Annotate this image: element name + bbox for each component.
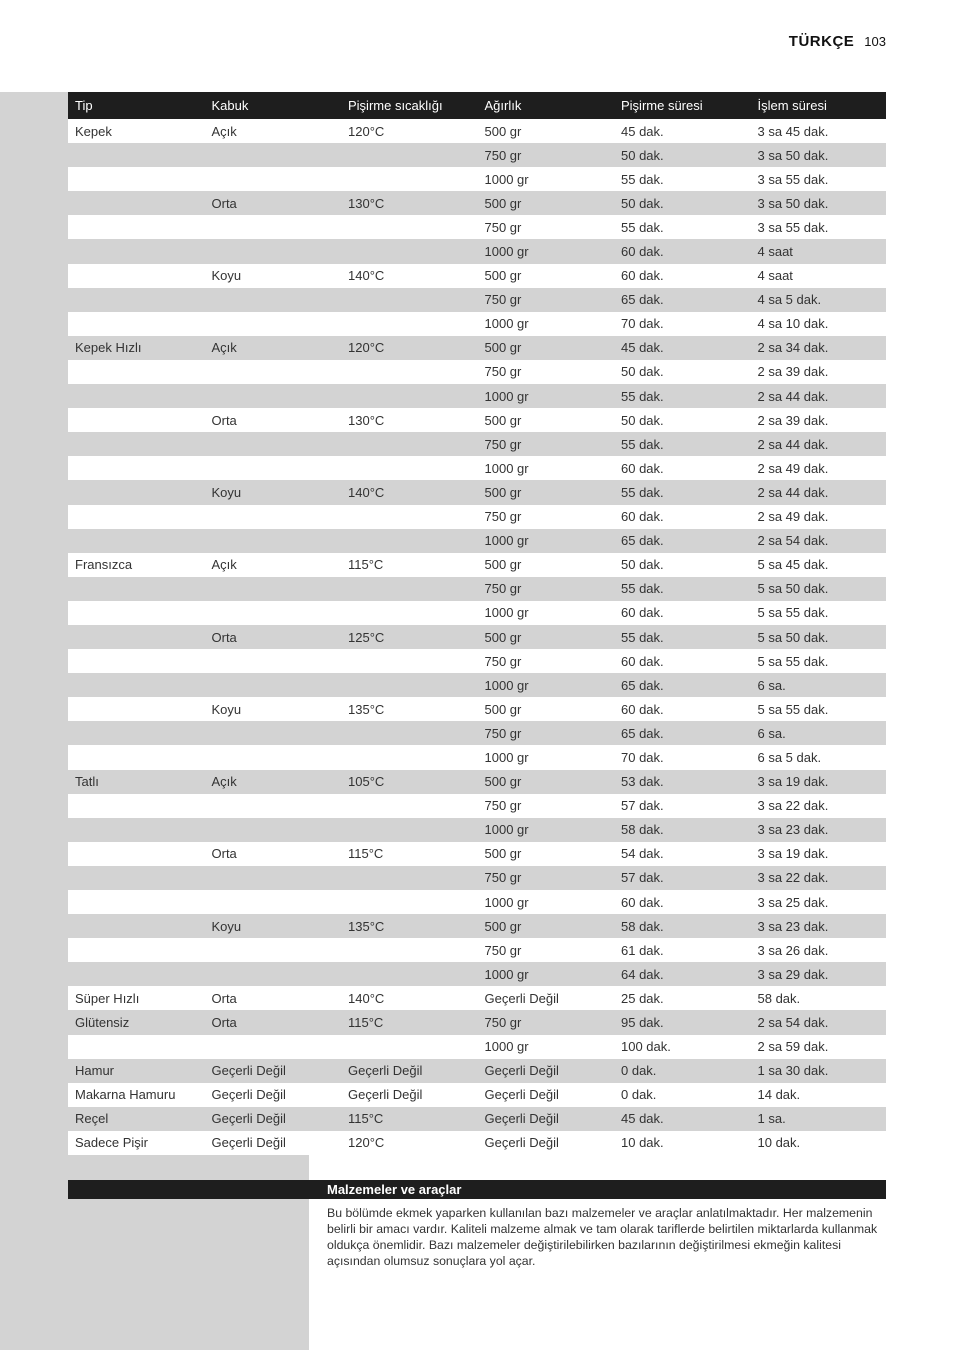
cell-tip: Kepek xyxy=(75,123,112,139)
cell-weight: 1000 gr xyxy=(484,894,529,910)
cell-kabuk: Orta xyxy=(211,629,237,645)
cell-process-time: 4 saat xyxy=(757,268,793,284)
cell-weight: 750 gr xyxy=(484,653,522,669)
cell-process-time: 6 sa 5 dak. xyxy=(757,749,822,765)
cell-process-time: 5 sa 55 dak. xyxy=(757,653,829,669)
page-header xyxy=(789,33,886,50)
cell-weight: 750 gr xyxy=(484,725,522,741)
cell-baking-time: 60 dak. xyxy=(621,605,664,621)
cell-kabuk: Açık xyxy=(211,774,237,790)
table-row xyxy=(68,1035,886,1059)
cell-weight: 750 gr xyxy=(484,436,522,452)
cell-process-time: 6 sa. xyxy=(757,677,786,693)
cell-process-time: 5 sa 50 dak. xyxy=(757,581,829,597)
cell-tip: Kepek Hızlı xyxy=(75,340,142,356)
cell-baking-time: 70 dak. xyxy=(621,316,664,332)
cell-baking-time: 70 dak. xyxy=(621,749,664,765)
table-row xyxy=(68,649,886,673)
cell-weight: 750 gr xyxy=(484,364,522,380)
cell-process-time: 5 sa 50 dak. xyxy=(757,629,829,645)
table-row xyxy=(68,288,886,312)
table-row xyxy=(68,191,886,215)
cell-weight: 500 gr xyxy=(484,340,522,356)
table-row xyxy=(68,239,886,263)
cell-baking-time: 50 dak. xyxy=(621,364,664,380)
table-row xyxy=(68,673,886,697)
table-row xyxy=(68,360,886,384)
table-row xyxy=(68,1107,886,1131)
cell-process-time: 3 sa 22 dak. xyxy=(757,798,829,814)
column-header-temperature: Pişirme sıcaklığı xyxy=(348,98,443,113)
column-header-process-time: İşlem süresi xyxy=(757,98,827,113)
cell-tip: Sadece Pişir xyxy=(75,1135,148,1151)
cell-baking-time: 55 dak. xyxy=(621,581,664,597)
cell-process-time: 2 sa 44 dak. xyxy=(757,388,829,404)
table-row xyxy=(68,818,886,842)
cell-baking-time: 50 dak. xyxy=(621,147,664,163)
cell-weight: 1000 gr xyxy=(484,388,529,404)
cell-weight: 750 gr xyxy=(484,581,522,597)
cell-baking-time: 58 dak. xyxy=(621,918,664,934)
cell-temperature: 140°C xyxy=(348,484,385,500)
cell-weight: 500 gr xyxy=(484,123,522,139)
column-header-kabuk: Kabuk xyxy=(211,98,249,113)
cell-process-time: 3 sa 45 dak. xyxy=(757,123,829,139)
cell-process-time: 2 sa 44 dak. xyxy=(757,436,829,452)
cell-kabuk: Açık xyxy=(211,123,237,139)
cell-process-time: 10 dak. xyxy=(757,1135,801,1151)
table-row xyxy=(68,962,886,986)
cell-weight: 1000 gr xyxy=(484,1039,529,1055)
cell-weight: 500 gr xyxy=(484,268,522,284)
table-row xyxy=(68,456,886,480)
cell-kabuk: Orta xyxy=(211,195,237,211)
cell-baking-time: 0 dak. xyxy=(621,1087,657,1103)
table-row xyxy=(68,1059,886,1083)
cell-weight: 1000 gr xyxy=(484,822,529,838)
cell-kabuk: Geçerli Değil xyxy=(211,1063,286,1079)
cell-baking-time: 64 dak. xyxy=(621,966,664,982)
baking-table xyxy=(68,92,886,1155)
table-row xyxy=(68,745,886,769)
cell-weight: 500 gr xyxy=(484,701,522,717)
table-row xyxy=(68,1131,886,1155)
cell-baking-time: 50 dak. xyxy=(621,195,664,211)
column-header-tip: Tip xyxy=(75,98,93,113)
cell-process-time: 1 sa 30 dak. xyxy=(757,1063,829,1079)
table-row xyxy=(68,625,886,649)
cell-baking-time: 61 dak. xyxy=(621,942,664,958)
cell-baking-time: 100 dak. xyxy=(621,1039,671,1055)
table-row xyxy=(68,577,886,601)
cell-temperature: 125°C xyxy=(348,629,385,645)
left-margin-band xyxy=(0,92,68,1350)
language-label: TÜRKÇE xyxy=(788,33,855,50)
table-row xyxy=(68,167,886,191)
cell-weight: Geçerli Değil xyxy=(484,1111,559,1127)
cell-weight: 1000 gr xyxy=(484,966,529,982)
cell-weight: Geçerli Değil xyxy=(484,990,559,1006)
cell-weight: Geçerli Değil xyxy=(484,1087,559,1103)
cell-process-time: 58 dak. xyxy=(757,990,801,1006)
cell-weight: 750 gr xyxy=(484,147,522,163)
cell-process-time: 3 sa 25 dak. xyxy=(757,894,829,910)
cell-temperature: 120°C xyxy=(348,1135,385,1151)
cell-weight: 750 gr xyxy=(484,870,522,886)
cell-baking-time: 25 dak. xyxy=(621,990,664,1006)
cell-weight: 750 gr xyxy=(484,1015,522,1031)
table-row xyxy=(68,986,886,1010)
table-row xyxy=(68,480,886,504)
cell-process-time: 2 sa 59 dak. xyxy=(757,1039,829,1055)
cell-baking-time: 54 dak. xyxy=(621,846,664,862)
cell-process-time: 3 sa 19 dak. xyxy=(757,846,829,862)
cell-baking-time: 55 dak. xyxy=(621,436,664,452)
cell-weight: 1000 gr xyxy=(484,605,529,621)
table-row xyxy=(68,312,886,336)
cell-baking-time: 50 dak. xyxy=(621,412,664,428)
cell-baking-time: 55 dak. xyxy=(621,484,664,500)
section-title: Malzemeler ve araçlar xyxy=(327,1182,462,1197)
cell-process-time: 2 sa 39 dak. xyxy=(757,364,829,380)
column-header-weight: Ağırlık xyxy=(484,98,522,113)
table-header xyxy=(68,92,886,119)
cell-process-time: 14 dak. xyxy=(757,1087,801,1103)
cell-weight: Geçerli Değil xyxy=(484,1135,559,1151)
cell-baking-time: 65 dak. xyxy=(621,677,664,693)
cell-baking-time: 60 dak. xyxy=(621,460,664,476)
cell-process-time: 2 sa 39 dak. xyxy=(757,412,829,428)
cell-weight: 500 gr xyxy=(484,918,522,934)
cell-weight: 500 gr xyxy=(484,557,522,573)
cell-kabuk: Orta xyxy=(211,846,237,862)
cell-tip: Fransızca xyxy=(75,557,133,573)
cell-baking-time: 60 dak. xyxy=(621,701,664,717)
cell-baking-time: 45 dak. xyxy=(621,1111,664,1127)
cell-baking-time: 65 dak. xyxy=(621,725,664,741)
page-number: 103 xyxy=(864,34,886,49)
table-body xyxy=(68,119,886,1155)
cell-tip: Makarna Hamuru xyxy=(75,1087,176,1103)
cell-weight: 500 gr xyxy=(484,484,522,500)
cell-process-time: 2 sa 44 dak. xyxy=(757,484,829,500)
cell-process-time: 3 sa 23 dak. xyxy=(757,822,829,838)
cell-temperature: 115°C xyxy=(348,557,384,573)
cell-temperature: 140°C xyxy=(348,268,385,284)
cell-baking-time: 65 dak. xyxy=(621,292,664,308)
cell-baking-time: 95 dak. xyxy=(621,1015,664,1031)
table-row xyxy=(68,770,886,794)
cell-baking-time: 45 dak. xyxy=(621,123,664,139)
cell-process-time: 4 sa 5 dak. xyxy=(757,292,822,308)
cell-temperature: 105°C xyxy=(348,774,385,790)
table-row xyxy=(68,215,886,239)
cell-process-time: 2 sa 54 dak. xyxy=(757,1015,829,1031)
table-row xyxy=(68,697,886,721)
table-row xyxy=(68,1010,886,1034)
cell-temperature: 135°C xyxy=(348,701,385,717)
cell-process-time: 2 sa 49 dak. xyxy=(757,460,829,476)
cell-temperature: 140°C xyxy=(348,990,385,1006)
cell-baking-time: 60 dak. xyxy=(621,268,664,284)
cell-baking-time: 53 dak. xyxy=(621,774,664,790)
cell-kabuk: Orta xyxy=(211,1015,237,1031)
cell-weight: 750 gr xyxy=(484,292,522,308)
cell-weight: 750 gr xyxy=(484,942,522,958)
table-row xyxy=(68,529,886,553)
cell-baking-time: 55 dak. xyxy=(621,388,664,404)
table-row xyxy=(68,553,886,577)
cell-baking-time: 10 dak. xyxy=(621,1135,664,1151)
cell-baking-time: 58 dak. xyxy=(621,822,664,838)
cell-kabuk: Açık xyxy=(211,340,237,356)
cell-process-time: 4 saat xyxy=(757,244,793,260)
cell-kabuk: Orta xyxy=(211,412,237,428)
table-row xyxy=(68,264,886,288)
cell-temperature: 115°C xyxy=(348,846,384,862)
column-header-baking-time: Pişirme süresi xyxy=(621,98,703,113)
cell-process-time: 5 sa 55 dak. xyxy=(757,605,829,621)
cell-weight: 1000 gr xyxy=(484,316,529,332)
table-row xyxy=(68,842,886,866)
table-row xyxy=(68,601,886,625)
cell-temperature: 115°C xyxy=(348,1015,384,1031)
cell-weight: 1000 gr xyxy=(484,749,529,765)
cell-kabuk: Açık xyxy=(211,557,237,573)
cell-process-time: 5 sa 45 dak. xyxy=(757,557,829,573)
table-row xyxy=(68,721,886,745)
cell-process-time: 3 sa 22 dak. xyxy=(757,870,829,886)
cell-tip: Süper Hızlı xyxy=(75,990,140,1006)
table-row xyxy=(68,384,886,408)
cell-weight: 500 gr xyxy=(484,629,522,645)
cell-baking-time: 60 dak. xyxy=(621,509,664,525)
cell-temperature: 135°C xyxy=(348,918,385,934)
table-row xyxy=(68,505,886,529)
cell-weight: 1000 gr xyxy=(484,533,529,549)
table-row xyxy=(68,408,886,432)
section-header-bar xyxy=(68,1180,886,1199)
cell-process-time: 5 sa 55 dak. xyxy=(757,701,829,717)
cell-baking-time: 50 dak. xyxy=(621,557,664,573)
table-row xyxy=(68,866,886,890)
cell-kabuk: Geçerli Değil xyxy=(211,1111,286,1127)
cell-tip: Reçel xyxy=(75,1111,109,1127)
cell-baking-time: 45 dak. xyxy=(621,340,664,356)
cell-process-time: 2 sa 49 dak. xyxy=(757,509,829,525)
cell-process-time: 3 sa 55 dak. xyxy=(757,219,829,235)
cell-tip: Hamur xyxy=(75,1063,115,1079)
cell-process-time: 6 sa. xyxy=(757,725,786,741)
cell-kabuk: Geçerli Değil xyxy=(211,1135,286,1151)
cell-process-time: 3 sa 50 dak. xyxy=(757,195,829,211)
cell-tip: Tatlı xyxy=(75,774,99,790)
section-paragraph: Bu bölümde ekmek yaparken kullanılan bazı malzemeler ve araçlar anlatılmaktadır. Her malzemenin belirli bir amacı vardır. Kaliteli malzeme almak ve tam olarak tariflerde belirtilen miktarlarda kullanmak oldukça önemlidir. Bazı malzemeler değiştirilebilirken bazılarının değiştirilmesi ekmeğin kalitesi açısından olumsuz sonuçlara yol açar. xyxy=(327,1206,878,1268)
cell-kabuk: Koyu xyxy=(211,701,242,717)
cell-temperature: Geçerli Değil xyxy=(348,1087,423,1103)
cell-baking-time: 60 dak. xyxy=(621,653,664,669)
cell-weight: 750 gr xyxy=(484,219,522,235)
table-row xyxy=(68,119,886,143)
cell-temperature: 120°C xyxy=(348,123,385,139)
cell-temperature: 120°C xyxy=(348,340,385,356)
cell-kabuk: Orta xyxy=(211,990,237,1006)
cell-baking-time: 60 dak. xyxy=(621,894,664,910)
cell-process-time: 3 sa 50 dak. xyxy=(757,147,829,163)
table-row xyxy=(68,794,886,818)
table-row xyxy=(68,890,886,914)
cell-process-time: 3 sa 55 dak. xyxy=(757,171,829,187)
cell-process-time: 4 sa 10 dak. xyxy=(757,316,829,332)
cell-baking-time: 65 dak. xyxy=(621,533,664,549)
cell-weight: 1000 gr xyxy=(484,460,529,476)
cell-process-time: 3 sa 19 dak. xyxy=(757,774,829,790)
cell-baking-time: 55 dak. xyxy=(621,171,664,187)
cell-baking-time: 57 dak. xyxy=(621,870,664,886)
cell-baking-time: 55 dak. xyxy=(621,219,664,235)
table-row xyxy=(68,914,886,938)
cell-temperature: 115°C xyxy=(348,1111,384,1127)
cell-temperature: 130°C xyxy=(348,412,385,428)
cell-weight: 1000 gr xyxy=(484,171,529,187)
cell-kabuk: Koyu xyxy=(211,268,242,284)
cell-weight: 1000 gr xyxy=(484,244,529,260)
cell-weight: 500 gr xyxy=(484,846,522,862)
table-row xyxy=(68,1083,886,1107)
cell-temperature: 130°C xyxy=(348,195,385,211)
cell-baking-time: 60 dak. xyxy=(621,244,664,260)
cell-process-time: 3 sa 23 dak. xyxy=(757,918,829,934)
cell-process-time: 3 sa 26 dak. xyxy=(757,942,829,958)
table-row xyxy=(68,938,886,962)
cell-weight: 500 gr xyxy=(484,412,522,428)
cell-weight: Geçerli Değil xyxy=(484,1063,559,1079)
cell-baking-time: 55 dak. xyxy=(621,629,664,645)
table-row xyxy=(68,432,886,456)
table-row xyxy=(68,336,886,360)
cell-weight: 500 gr xyxy=(484,195,522,211)
cell-temperature: Geçerli Değil xyxy=(348,1063,423,1079)
cell-process-time: 2 sa 54 dak. xyxy=(757,533,829,549)
cell-weight: 500 gr xyxy=(484,774,522,790)
table-row xyxy=(68,143,886,167)
cell-kabuk: Geçerli Değil xyxy=(211,1087,286,1103)
cell-baking-time: 0 dak. xyxy=(621,1063,657,1079)
cell-kabuk: Koyu xyxy=(211,918,242,934)
cell-weight: 750 gr xyxy=(484,509,522,525)
cell-process-time: 1 sa. xyxy=(757,1111,786,1127)
cell-kabuk: Koyu xyxy=(211,484,242,500)
cell-process-time: 3 sa 29 dak. xyxy=(757,966,829,982)
cell-process-time: 2 sa 34 dak. xyxy=(757,340,829,356)
cell-weight: 1000 gr xyxy=(484,677,529,693)
cell-baking-time: 57 dak. xyxy=(621,798,664,814)
cell-tip: Glütensiz xyxy=(75,1015,130,1031)
cell-weight: 750 gr xyxy=(484,798,522,814)
